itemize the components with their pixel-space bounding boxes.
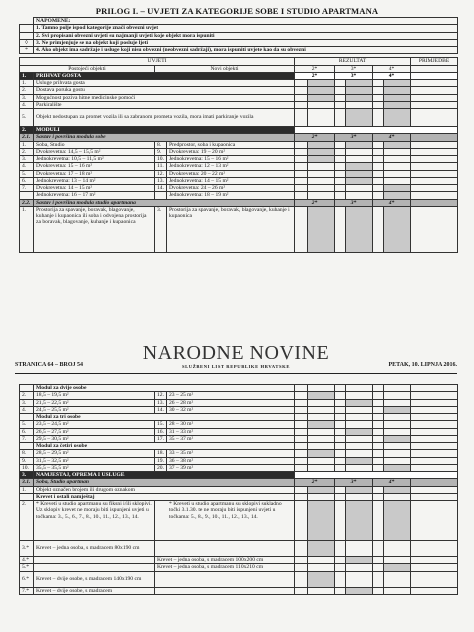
section-number: 3. [20,472,34,479]
row-number: 9. [20,457,34,464]
subsection-number: 3.1. [20,479,34,486]
row-new: 35 – 37 m² [167,435,295,442]
row-number [20,192,34,199]
row-existing: 24,5 – 25,5 m² [34,406,155,413]
row-existing: Dvokrevetna: 14 – 15 m² [34,185,155,192]
row-number-new: 20. [155,464,167,471]
row-new: Jednokrevetna: 14 – 15 m² [167,177,295,184]
note-item: 4. Ako objekt ima sadržaje i usluge koji nisu obvezni (neobvezni sadržaji), mora ispuniti uvjete kao da su obvezni [34,47,458,54]
issue-date: PETAK, 10. LIPNJA 2016. [388,362,457,368]
row-number-new: 10. [155,156,167,163]
row-number-new: 14. [155,185,167,192]
page-number-label: STRANICA 64 – BROJ 54 [15,362,84,368]
table-row [20,428,458,435]
notes-heading: NAPOMENE: [34,18,458,25]
row-new: Prostorija za spavanje, boravak, blagovanje, kuhanje i kupaonica [167,206,295,252]
conditions-table-page1 [19,17,458,253]
star-3: 3* [335,134,373,141]
table-row [20,177,458,184]
star-4: 4* [373,72,411,79]
star-2: 2* [295,72,335,79]
group-heading: Modul za tri osobe [34,414,295,421]
row-new: Krevet – jedna osoba, s madracem 100x200 cm [155,557,295,564]
row-number: 5. [20,421,34,428]
row-existing: 28,5 – 29,5 m² [34,450,155,457]
row-number-new: 17. [155,435,167,442]
row-existing: 29,5 – 30,5 m² [34,435,155,442]
table-row [20,557,458,564]
row-existing: Dvokrevetna: 17 – 18 m² [34,170,155,177]
note-marker: * [20,47,34,54]
subsection-heading: Soba, Studio apartman [34,479,295,486]
section-heading: MODULI [34,127,295,134]
row-number: 6. [20,428,34,435]
row-existing: 21,5 – 22,5 m² [34,399,155,406]
row-number: 1. [20,141,34,148]
note-marker: ◊ [20,39,34,46]
group-heading: Modul za četiri osobe [34,443,295,450]
row-new: Krevet – jedna osoba, s madracem 110x210 cm [155,564,295,571]
row-text: Usluge prihvata gosta [34,80,295,87]
table-row [20,87,458,94]
row-new: * Kreveti u studio apartmanu su sklopivi sukladno točki 3.1.30. te ne moraju biti ispunjeni uvjeti u točkama: 5., 8., 9., 10., 11., 12., 13., 14. [155,501,295,541]
row-existing: Krevet – jedna osoba, s madracem 80x190 cm [34,541,155,557]
table-row [20,406,458,413]
table-row [20,571,458,587]
table-row [20,392,458,399]
row-number: 7.* [20,587,34,594]
header-novi: Novi objekti [155,65,295,72]
row-number: 10. [20,464,34,471]
row-number: 7. [20,185,34,192]
row-new: 37 – 39 m² [167,464,295,471]
table-row [20,185,458,192]
note-item: 2. Svi propisani obvezni uvjeti su najmanji uvjeti koje objekt mora ispuniti [34,32,458,39]
table-row [20,486,458,493]
row-number-new: 9. [155,148,167,155]
star-4: 4* [373,199,411,206]
row-number: 7. [20,435,34,442]
row-number: 4. [20,406,34,413]
table-row [20,501,458,541]
row-new: 30 – 32 m² [167,406,295,413]
row-number-new: 13. [155,177,167,184]
row-number-new: 11. [155,163,167,170]
star-3: 3* [335,65,373,72]
table-row [20,464,458,471]
row-existing: 26,5 – 27,5 m² [34,428,155,435]
row-number-new: 12. [155,170,167,177]
row-existing: * Kreveti u studio apartmanu su fiksni i/ili sklopivi. Uz sklopiv krevet ne moraju biti ispunjeni uvjeti u točkama: 3., 5., 6., 7., 8., 10., 11., 12., 13., 14. [34,501,155,541]
gazette-title: NARODNE NOVINE [142,342,330,364]
row-number: 3. [20,399,34,406]
note-item: 3. Ne primjenjuje se na objekt koji posluje ljeti [34,39,458,46]
page-title: PRILOG I. – UVJETI ZA KATEGORIJE SOBE I STUDIO APARTMANA [95,6,379,16]
row-number: 2. [20,501,34,541]
row-number-new: 18. [155,450,167,457]
row-new: Jednokrevetna: 12 – 13 m² [167,163,295,170]
table-row [20,541,458,557]
table-row [20,450,458,457]
table-row [20,80,458,87]
group-heading: Modul za dvije osobe [34,385,295,392]
row-number: 6.* [20,571,34,587]
note-marker [20,32,34,39]
table-row [20,156,458,163]
subsection-heading: Sastav i površina modula studio apartmana [34,199,295,206]
row-number: 3.* [20,541,34,557]
row-number-new: 12. [155,392,167,399]
row-existing: 35,5 – 35,5 m² [34,464,155,471]
row-number-new: 14. [155,406,167,413]
table-row [20,421,458,428]
star-2: 2* [295,134,335,141]
row-number-new: 3. [155,206,167,252]
star-2: 2* [295,479,335,486]
row-new: 33 – 35 m² [167,450,295,457]
row-text: Mogućnost poziva hitne medicinske pomoći [34,94,295,101]
row-number: 1. [20,486,34,493]
table-row [20,206,458,252]
section-heading: NAMJEŠTAJ, OPREMA I USLUGE [34,472,295,479]
table-row [20,94,458,101]
row-new: 28 – 30 m² [167,421,295,428]
section-heading: PRIHVAT GOSTA [34,72,295,79]
row-text: Objekt nedostupan za promet vozila ili sa zabranom prometa vozila, mora imati parkiranje vozila [34,109,295,127]
row-number: 5.* [20,564,34,571]
row-number: 4. [20,101,34,108]
row-new [155,571,295,587]
row-number: 2. [20,392,34,399]
row-new: 26 – 28 m² [167,399,295,406]
gazette-subtitle: SLUŽBENI LIST REPUBLIKE HRVATSKE [181,364,290,369]
subsection-number: 2.1. [20,134,34,141]
table-row [20,192,458,199]
row-new: Dvokrevetna: 19 – 20 m² [167,148,295,155]
row-number: 2. [20,148,34,155]
row-text: Dostava poruka gostu [34,87,295,94]
row-number-new: 13. [155,399,167,406]
row-existing [34,557,155,564]
star-3: 3* [335,199,373,206]
row-new: 23 – 25 m² [167,392,295,399]
table-row [20,170,458,177]
group-heading: Krevet i ostali namještaj [34,493,295,500]
row-number: 4. [20,163,34,170]
row-number-new: 16. [155,428,167,435]
subsection-number: 2.2. [20,199,34,206]
row-existing: Prostorija za spavanje, boravak, blagovanje, kuhanje i kupaonica ili soba i odvojena prostorija za boravak, blagovanje, kuhanje i kupaonica [34,206,155,252]
table-row [20,399,458,406]
row-existing: Jednokrevetna: 16 – 17 m² [34,192,155,199]
star-4: 4* [373,479,411,486]
row-new [155,541,295,557]
row-existing: Dvokrevetna: 14,5 – 15,5 m² [34,148,155,155]
row-number: 3. [20,94,34,101]
table-row [20,101,458,108]
table-row [20,564,458,571]
row-number: 2. [20,87,34,94]
row-existing: 18,5 – 19,5 m² [34,392,155,399]
row-existing: 23,5 – 24,5 m² [34,421,155,428]
table-row [20,435,458,442]
row-existing: 31,5 – 32,5 m² [34,457,155,464]
table-row [20,148,458,155]
row-new: Dvokrevetna: 20 – 22 m² [167,170,295,177]
row-existing: Jednokrevetna: 10,5 – 11,5 m² [34,156,155,163]
row-text: Parkiralište [34,101,295,108]
conditions-table-page2 [19,384,458,595]
row-new: Predprostor, soba i kupaonica [167,141,295,148]
row-number: 5. [20,109,34,127]
section-number: 2. [20,127,34,134]
row-number: 3. [20,156,34,163]
row-number-new [155,192,167,199]
row-number: 8. [20,450,34,457]
table-row [20,109,458,127]
star-2: 2* [295,199,335,206]
header-primjedbe: PRIMJEDBE [411,58,458,65]
row-number: 1. [20,80,34,87]
row-number-new: 15. [155,421,167,428]
row-new: 36 – 38 m² [167,457,295,464]
star-2: 2* [295,65,335,72]
header-postojeci: Postojeći objekti [20,65,155,72]
row-number-new: 19. [155,457,167,464]
row-new [155,587,295,594]
table-row [20,587,458,594]
subsection-heading: Sastav i površina modula sobe [34,134,295,141]
row-existing: Soba, Studio [34,141,155,148]
note-marker [20,25,34,32]
header-rezultat: REZULTAT [295,58,411,65]
row-existing: Jednokrevetna: 13 – 14 m² [34,177,155,184]
table-row [20,457,458,464]
gazette-header [15,340,457,380]
star-4: 4* [373,65,411,72]
table-row [20,163,458,170]
row-new: 31 – 33 m² [167,428,295,435]
row-new: Jednokrevetna: 18 – 19 m² [167,192,295,199]
table-row [20,141,458,148]
row-number: 5. [20,170,34,177]
star-4: 4* [373,134,411,141]
row-existing: Krevet – dvije osobe, s madracem 140x190 cm [34,571,155,587]
header-uvjeti: UVJETI [20,58,295,65]
row-number-new: 8. [155,141,167,148]
section-number: 1. [20,72,34,79]
row-existing: Dvokrevetna: 15 – 16 m² [34,163,155,170]
note-item: 1. Tamno polje ispod kategorije znači obvezni uvjet [34,25,458,32]
row-number: 1. [20,206,34,252]
row-text: Objekt označen brojem ili drugom oznakom [34,486,295,493]
row-new: Dvokrevetna: 24 – 26 m² [167,185,295,192]
star-3: 3* [335,479,373,486]
header-rule [15,373,457,374]
row-new: Jednokrevetna: 15 – 16 m² [167,156,295,163]
row-number: 4.* [20,557,34,564]
row-number: 6. [20,177,34,184]
row-existing [34,564,155,571]
star-3: 3* [335,72,373,79]
row-existing: Krevet – dvije osobe, s madracem [34,587,155,594]
